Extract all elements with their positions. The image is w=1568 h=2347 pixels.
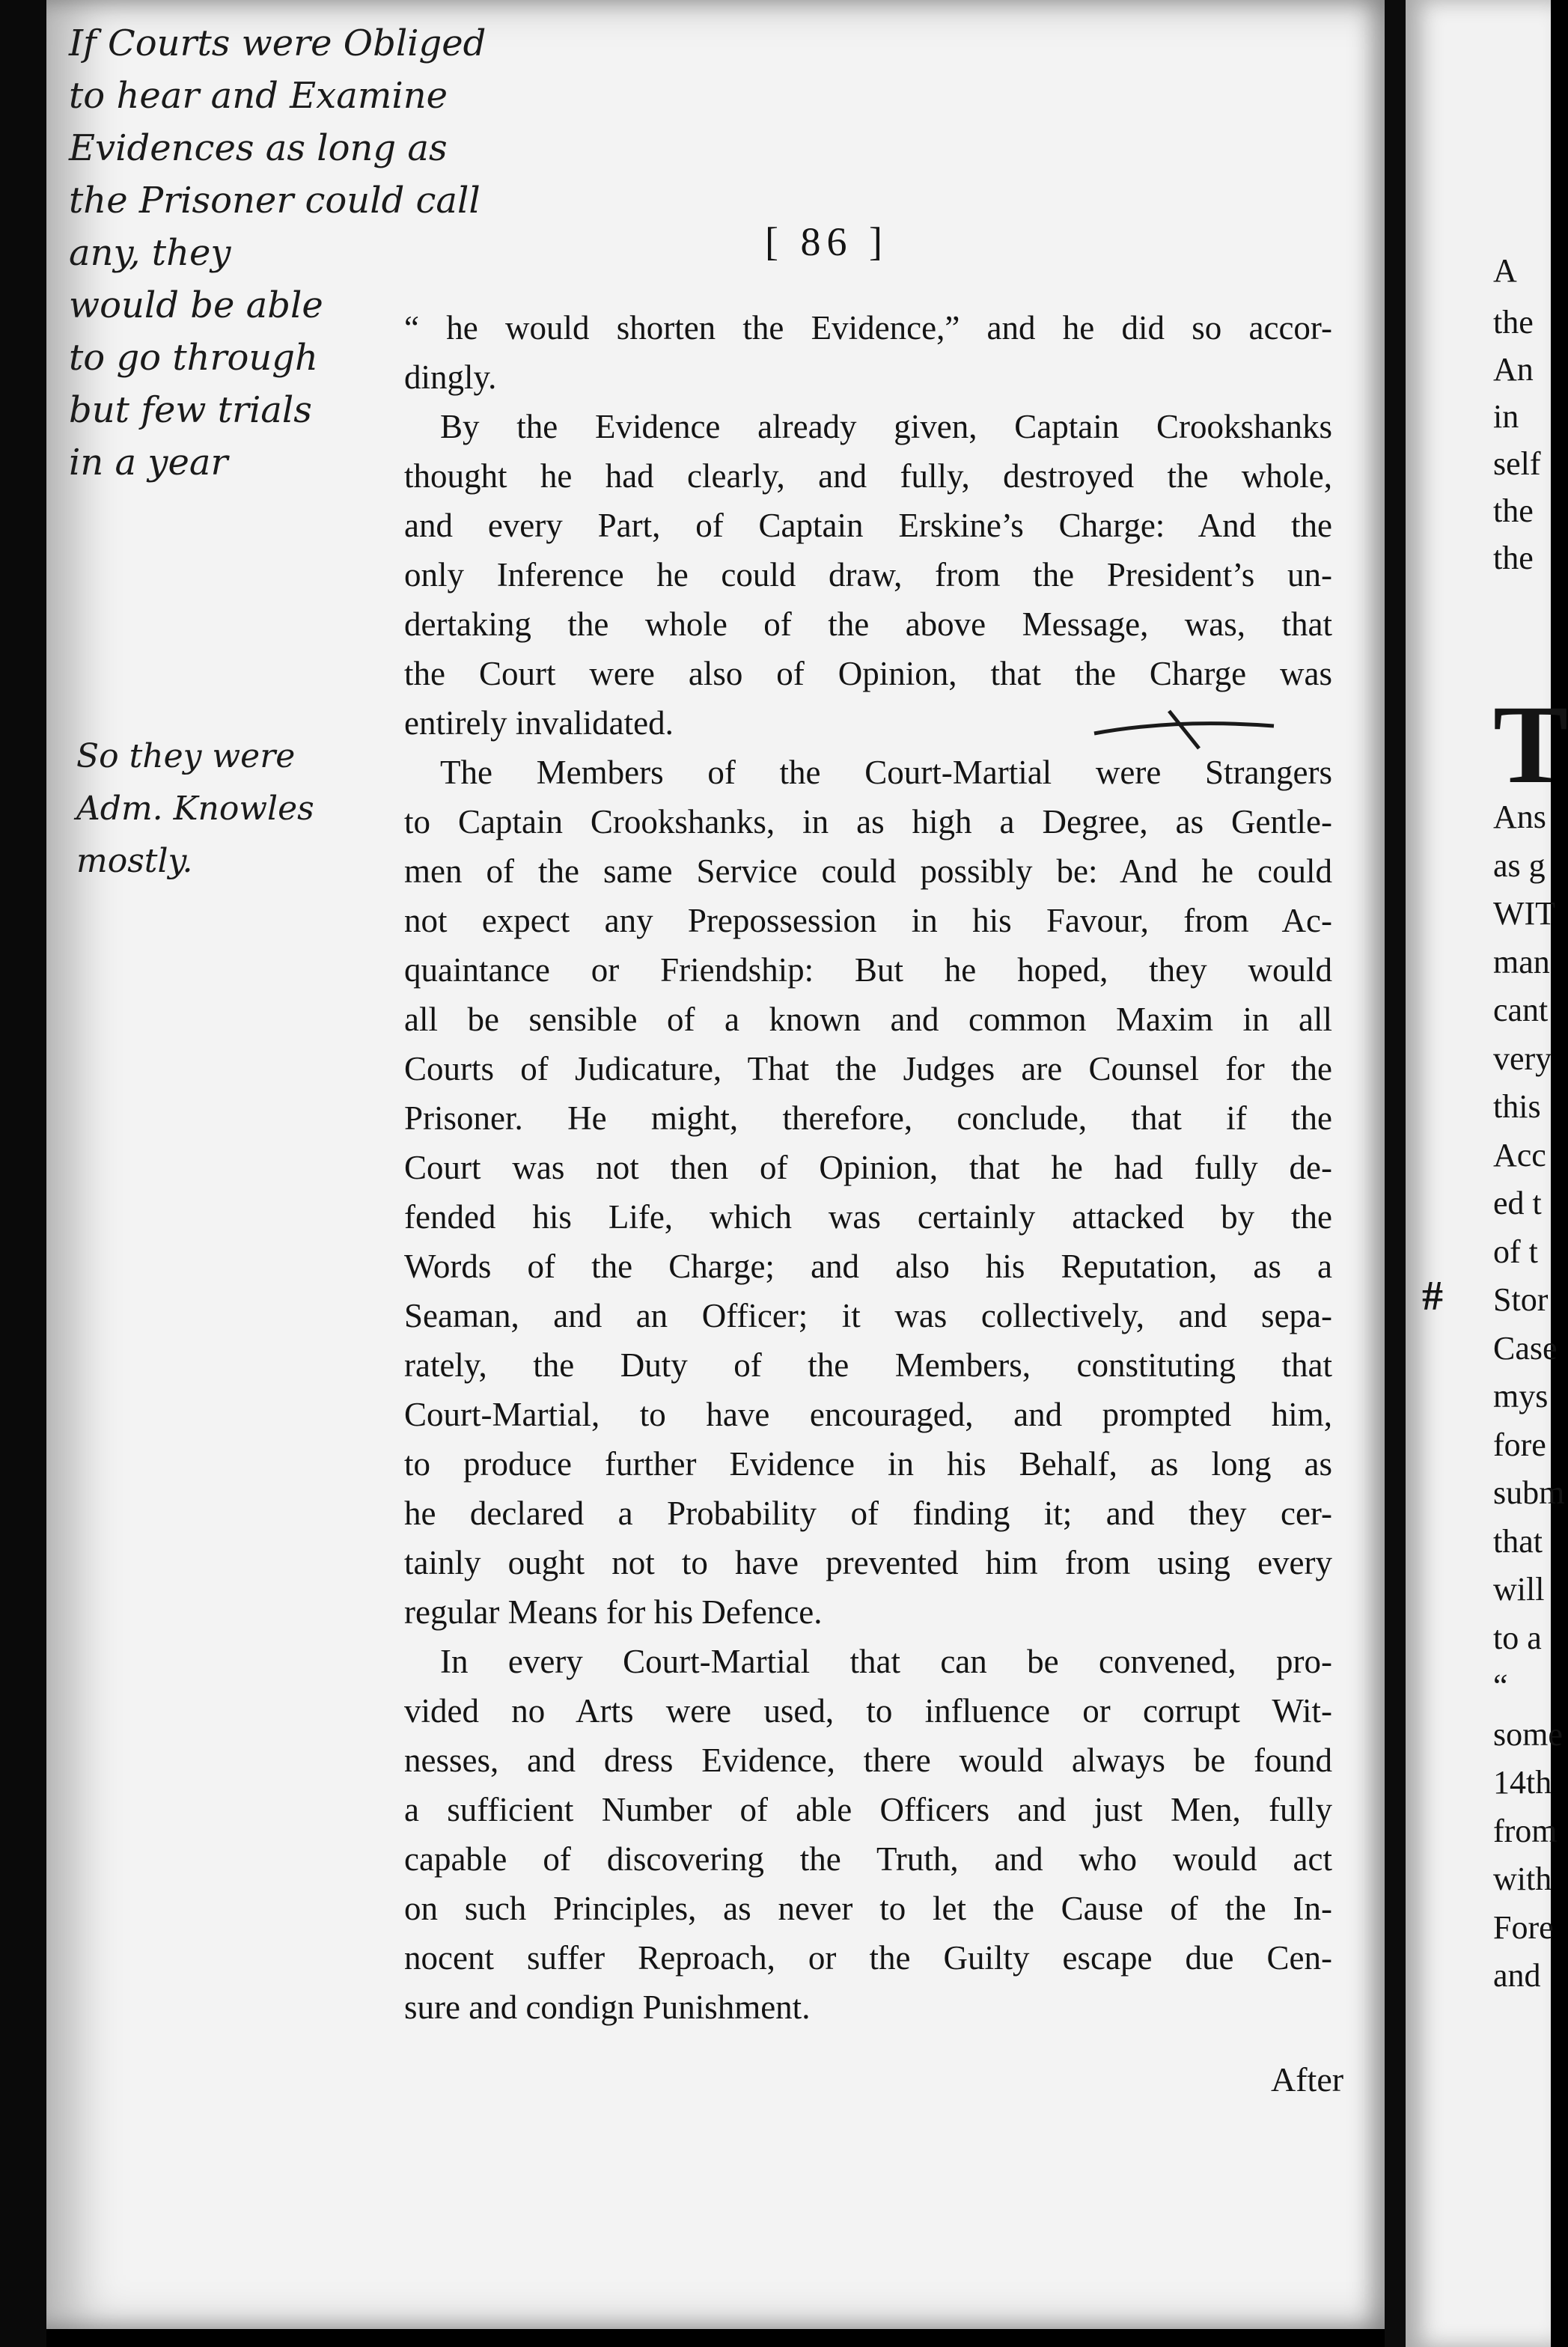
right-page-line: this bbox=[1493, 1088, 1541, 1125]
margin-note-line: any, they bbox=[69, 232, 231, 274]
right-page-line: with bbox=[1493, 1861, 1552, 1897]
right-page-line: fore bbox=[1493, 1426, 1546, 1463]
text-line: rately, the Duty of the Members, constituting that bbox=[404, 1346, 1332, 1384]
right-page-line: man bbox=[1493, 943, 1550, 980]
text-line: only Inference he could draw, from the President’s un- bbox=[404, 556, 1332, 593]
right-page-line: the bbox=[1493, 540, 1534, 576]
book-page-left bbox=[46, 0, 1385, 2329]
text-line: on such Principles, as never to let the Cause of the In- bbox=[404, 1890, 1332, 1927]
paragraph bbox=[404, 1637, 1332, 2032]
text-line: In every Court-Martial that can be convened, pro- bbox=[440, 1643, 1332, 1680]
margin-note-line: to go through bbox=[69, 337, 318, 379]
body-text bbox=[404, 303, 1332, 2032]
right-page-line: of t bbox=[1493, 1233, 1538, 1270]
text-line: entirely invalidated. bbox=[404, 704, 674, 742]
handwritten-margin-note-2 bbox=[76, 737, 314, 894]
right-page-line: mys bbox=[1493, 1378, 1549, 1414]
right-page-line: cant bbox=[1493, 992, 1549, 1028]
margin-note-line: the Prisoner could call bbox=[69, 180, 481, 222]
text-line: tainly ought not to have prevented him from using every bbox=[404, 1544, 1332, 1581]
text-line: The Members of the Court-Martial were Strangers bbox=[440, 754, 1332, 791]
text-line: dingly. bbox=[404, 358, 497, 396]
text-line: sure and condign Punishment. bbox=[404, 1989, 811, 2026]
text-line: nocent suffer Reproach, or the Guilty escape due Cen- bbox=[404, 1939, 1332, 1977]
text-line: Words of the Charge; and also his Reputation, as a bbox=[404, 1248, 1332, 1285]
right-page-line: in bbox=[1493, 398, 1519, 435]
paragraph bbox=[404, 402, 1332, 748]
handwritten-hash-mark: # bbox=[1422, 1273, 1443, 1319]
paragraph bbox=[404, 748, 1332, 1637]
right-page-line: Stor bbox=[1493, 1281, 1549, 1318]
margin-note-line: mostly. bbox=[76, 842, 193, 880]
text-line: and every Part, of Captain Erskine’s Charge: And the bbox=[404, 507, 1332, 544]
right-page-dropcap: T bbox=[1493, 683, 1568, 807]
right-page-line: the bbox=[1493, 304, 1534, 341]
margin-note-line: If Courts were Obliged bbox=[69, 22, 486, 64]
page-number-header: [ 86 ] bbox=[765, 219, 888, 264]
right-page-line: Acc bbox=[1493, 1136, 1546, 1174]
text-line: Seaman, and an Officer; it was collectively, and sepa- bbox=[404, 1297, 1332, 1334]
text-line: capable of discovering the Truth, and who would act bbox=[404, 1840, 1332, 1878]
paragraph bbox=[404, 303, 1332, 402]
right-page-line: WIT bbox=[1493, 895, 1556, 932]
text-line: thought he had clearly, and fully, destroyed the whole, bbox=[404, 457, 1332, 495]
text-line: to produce further Evidence in his Behalf, as long as bbox=[404, 1445, 1332, 1483]
margin-note-line: to hear and Examine bbox=[69, 75, 448, 117]
margin-note-line: So they were bbox=[76, 737, 296, 775]
text-line: fended his Life, which was certainly attacked by the bbox=[404, 1198, 1332, 1236]
right-page-line: the bbox=[1493, 492, 1534, 529]
text-line: Court was not then of Opinion, that he had fully de- bbox=[404, 1149, 1332, 1186]
text-line: dertaking the whole of the above Message, was, that bbox=[404, 605, 1332, 643]
left-spine bbox=[0, 0, 46, 2347]
right-page-line: to a bbox=[1493, 1619, 1542, 1656]
right-page-top-letter: A bbox=[1493, 252, 1517, 289]
margin-note-line: in a year bbox=[69, 442, 228, 483]
right-page-line: and bbox=[1493, 1957, 1541, 1994]
right-page-line: subm bbox=[1493, 1474, 1565, 1511]
right-page-line: very bbox=[1493, 1040, 1552, 1077]
right-page-line: ed t bbox=[1493, 1185, 1542, 1221]
text-line: “ he would shorten the Evidence,” and he did so accor- bbox=[404, 309, 1332, 347]
right-page-lines-a bbox=[1493, 247, 1541, 582]
text-line: Court-Martial, to have encouraged, and prompted him, bbox=[404, 1396, 1332, 1433]
text-line: a sufficient Number of able Officers and just Men, fully bbox=[404, 1791, 1332, 1828]
text-line: the Court were also of Opinion, that the Charge was bbox=[404, 655, 1332, 692]
text-line: nesses, and dress Evidence, there would always be found bbox=[404, 1742, 1332, 1779]
right-page-lines-b bbox=[1493, 793, 1564, 2000]
text-line: men of the same Service could possibly be: And he could bbox=[404, 852, 1332, 890]
margin-note-line: but few trials bbox=[69, 389, 312, 431]
right-page-line: Case bbox=[1493, 1329, 1558, 1367]
book-gutter bbox=[1385, 0, 1406, 2347]
text-line: Prisoner. He might, therefore, conclude, that if the bbox=[404, 1099, 1332, 1137]
text-line: to Captain Crookshanks, in as high a Degree, as Gentle- bbox=[404, 803, 1332, 840]
text-line: vided no Arts were used, to influence or corrupt Wit- bbox=[404, 1692, 1332, 1730]
margin-note-line: Evidences as long as bbox=[69, 127, 448, 169]
catchword: After bbox=[1271, 2060, 1344, 2099]
text-line: quaintance or Friendship: But he hoped, they would bbox=[404, 951, 1332, 989]
right-page-line: will bbox=[1493, 1571, 1545, 1608]
text-line: he declared a Probability of finding it; and they cer- bbox=[404, 1495, 1332, 1532]
text-line: Courts of Judicature, That the Judges are Counsel for the bbox=[404, 1050, 1332, 1087]
text-line: not expect any Prepossession in his Favour, from Ac- bbox=[404, 902, 1332, 939]
right-page-line: Fore bbox=[1493, 1908, 1554, 1946]
right-page-line: “ bbox=[1493, 1667, 1508, 1704]
right-page-line: self bbox=[1493, 445, 1541, 482]
right-page-line: some bbox=[1493, 1715, 1563, 1753]
right-page-line: 14th bbox=[1493, 1764, 1552, 1801]
margin-note-line: would be able bbox=[69, 284, 323, 326]
right-page-line: Ans bbox=[1493, 799, 1546, 835]
right-page-line: An bbox=[1493, 351, 1534, 388]
right-page-line: from bbox=[1493, 1812, 1558, 1849]
text-line: By the Evidence already given, Captain Crookshanks bbox=[440, 408, 1332, 445]
text-line: all be sensible of a known and common Maxim in all bbox=[404, 1001, 1332, 1038]
right-page-line: as g bbox=[1493, 846, 1546, 884]
right-page-line: that bbox=[1493, 1522, 1543, 1560]
margin-note-line: Adm. Knowles bbox=[76, 790, 314, 828]
text-line: regular Means for his Defence. bbox=[404, 1593, 823, 1631]
